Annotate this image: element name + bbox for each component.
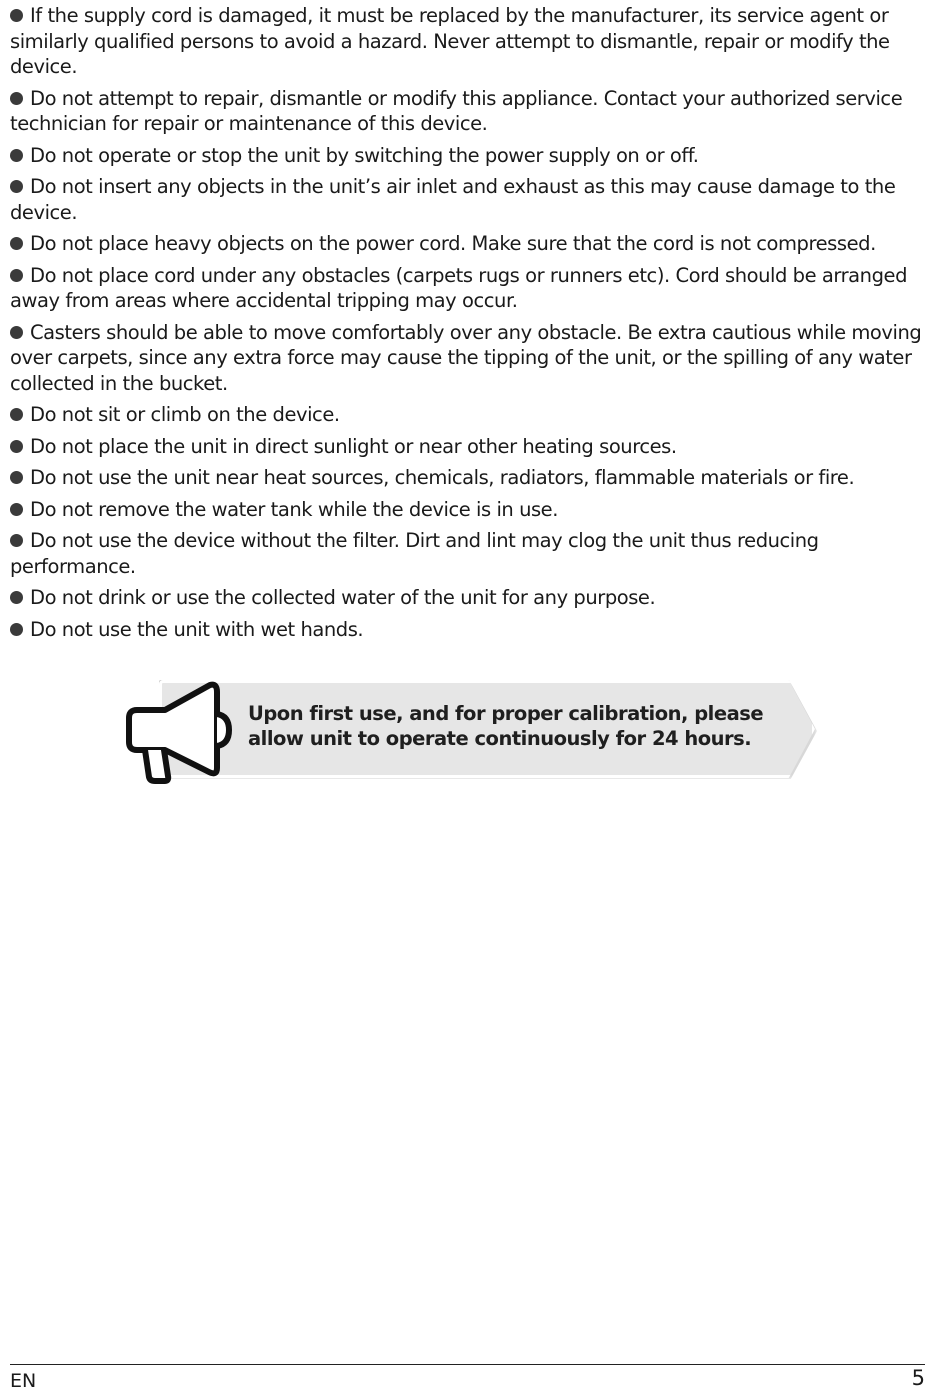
footer-divider [10, 1364, 925, 1365]
list-item [10, 434, 925, 460]
list-item [10, 320, 925, 397]
bullet-dot-icon [10, 180, 23, 193]
list-item [10, 402, 925, 428]
bullet-dot-icon [10, 237, 23, 250]
list-item-text: Do not use the device without the filter. Dirt and lint may clog the unit thus reducing performance. [10, 529, 819, 578]
list-item [10, 231, 925, 257]
page-number: 5 [911, 1366, 925, 1390]
notice-text [248, 701, 788, 751]
list-item-text: Do not drink or use the collected water of the unit for any purpose. [30, 586, 656, 609]
list-item-text: Do not place cord under any obstacles (carpets rugs or runners etc). Cord should be arranged away from areas where accidental tripping may occur. [10, 263, 907, 312]
list-item-text: If the supply cord is damaged, it must be replaced by the manufacturer, its service agent or similarly qualified persons to avoid a hazard. Never attempt to dismantle, repair or modify the device. [10, 4, 890, 78]
list-item-text: Do not remove the water tank while the device is in use. [30, 497, 558, 521]
list-item-text: Casters should be able to move comfortably over any obstacle. Be extra cautious while moving over carpets, since any extra force may cause the tipping of the unit, or the spilling of any water collected in the bucket. [10, 320, 922, 395]
list-item-text: Do not insert any objects in the unit’s air inlet and exhaust as this may cause damage to the device. [10, 175, 896, 224]
calibration-notice [125, 680, 817, 784]
bullet-dot-icon [10, 408, 23, 421]
footer-language: EN [10, 1370, 37, 1392]
list-item [10, 143, 925, 169]
list-item-text: Do not attempt to repair, dismantle or modify this appliance. Contact your authorized service technician for repair or maintenance of this device. [10, 86, 903, 135]
list-item [10, 465, 925, 491]
list-item-text: Do not use the unit with wet hands. [30, 617, 364, 641]
safety-instructions [10, 3, 925, 648]
bullet-dot-icon [10, 471, 23, 484]
list-item [10, 528, 925, 579]
megaphone-icon [125, 680, 235, 786]
list-item-text: Do not use the unit near heat sources, chemicals, radiators, flammable materials or fire. [30, 466, 855, 489]
bullet-dot-icon [10, 149, 23, 162]
bullet-dot-icon [10, 591, 23, 604]
list-item [10, 3, 925, 80]
list-item-text: Do not operate or stop the unit by switching the power supply on or off. [30, 143, 699, 167]
notice-line-2: allow unit to operate continuously for 24 hours. [248, 727, 752, 750]
bullet-dot-icon [10, 503, 23, 516]
bullet-dot-icon [10, 269, 23, 282]
list-item-text: Do not place the unit in direct sunlight or near other heating sources. [30, 434, 677, 458]
list-item-text: Do not sit or climb on the device. [30, 403, 340, 426]
bullet-list [10, 3, 925, 642]
list-item [10, 585, 925, 611]
list-item [10, 497, 925, 523]
list-item [10, 86, 925, 137]
list-item-text: Do not place heavy objects on the power cord. Make sure that the cord is not compressed. [30, 232, 876, 255]
bullet-dot-icon [10, 326, 23, 339]
list-item [10, 174, 925, 225]
bullet-dot-icon [10, 534, 23, 547]
bullet-dot-icon [10, 92, 23, 105]
bullet-dot-icon [10, 440, 23, 453]
list-item [10, 263, 925, 314]
notice-line-1: Upon first use, and for proper calibration, please [248, 702, 764, 725]
bullet-dot-icon [10, 623, 23, 636]
bullet-dot-icon [10, 9, 23, 22]
list-item [10, 617, 925, 643]
